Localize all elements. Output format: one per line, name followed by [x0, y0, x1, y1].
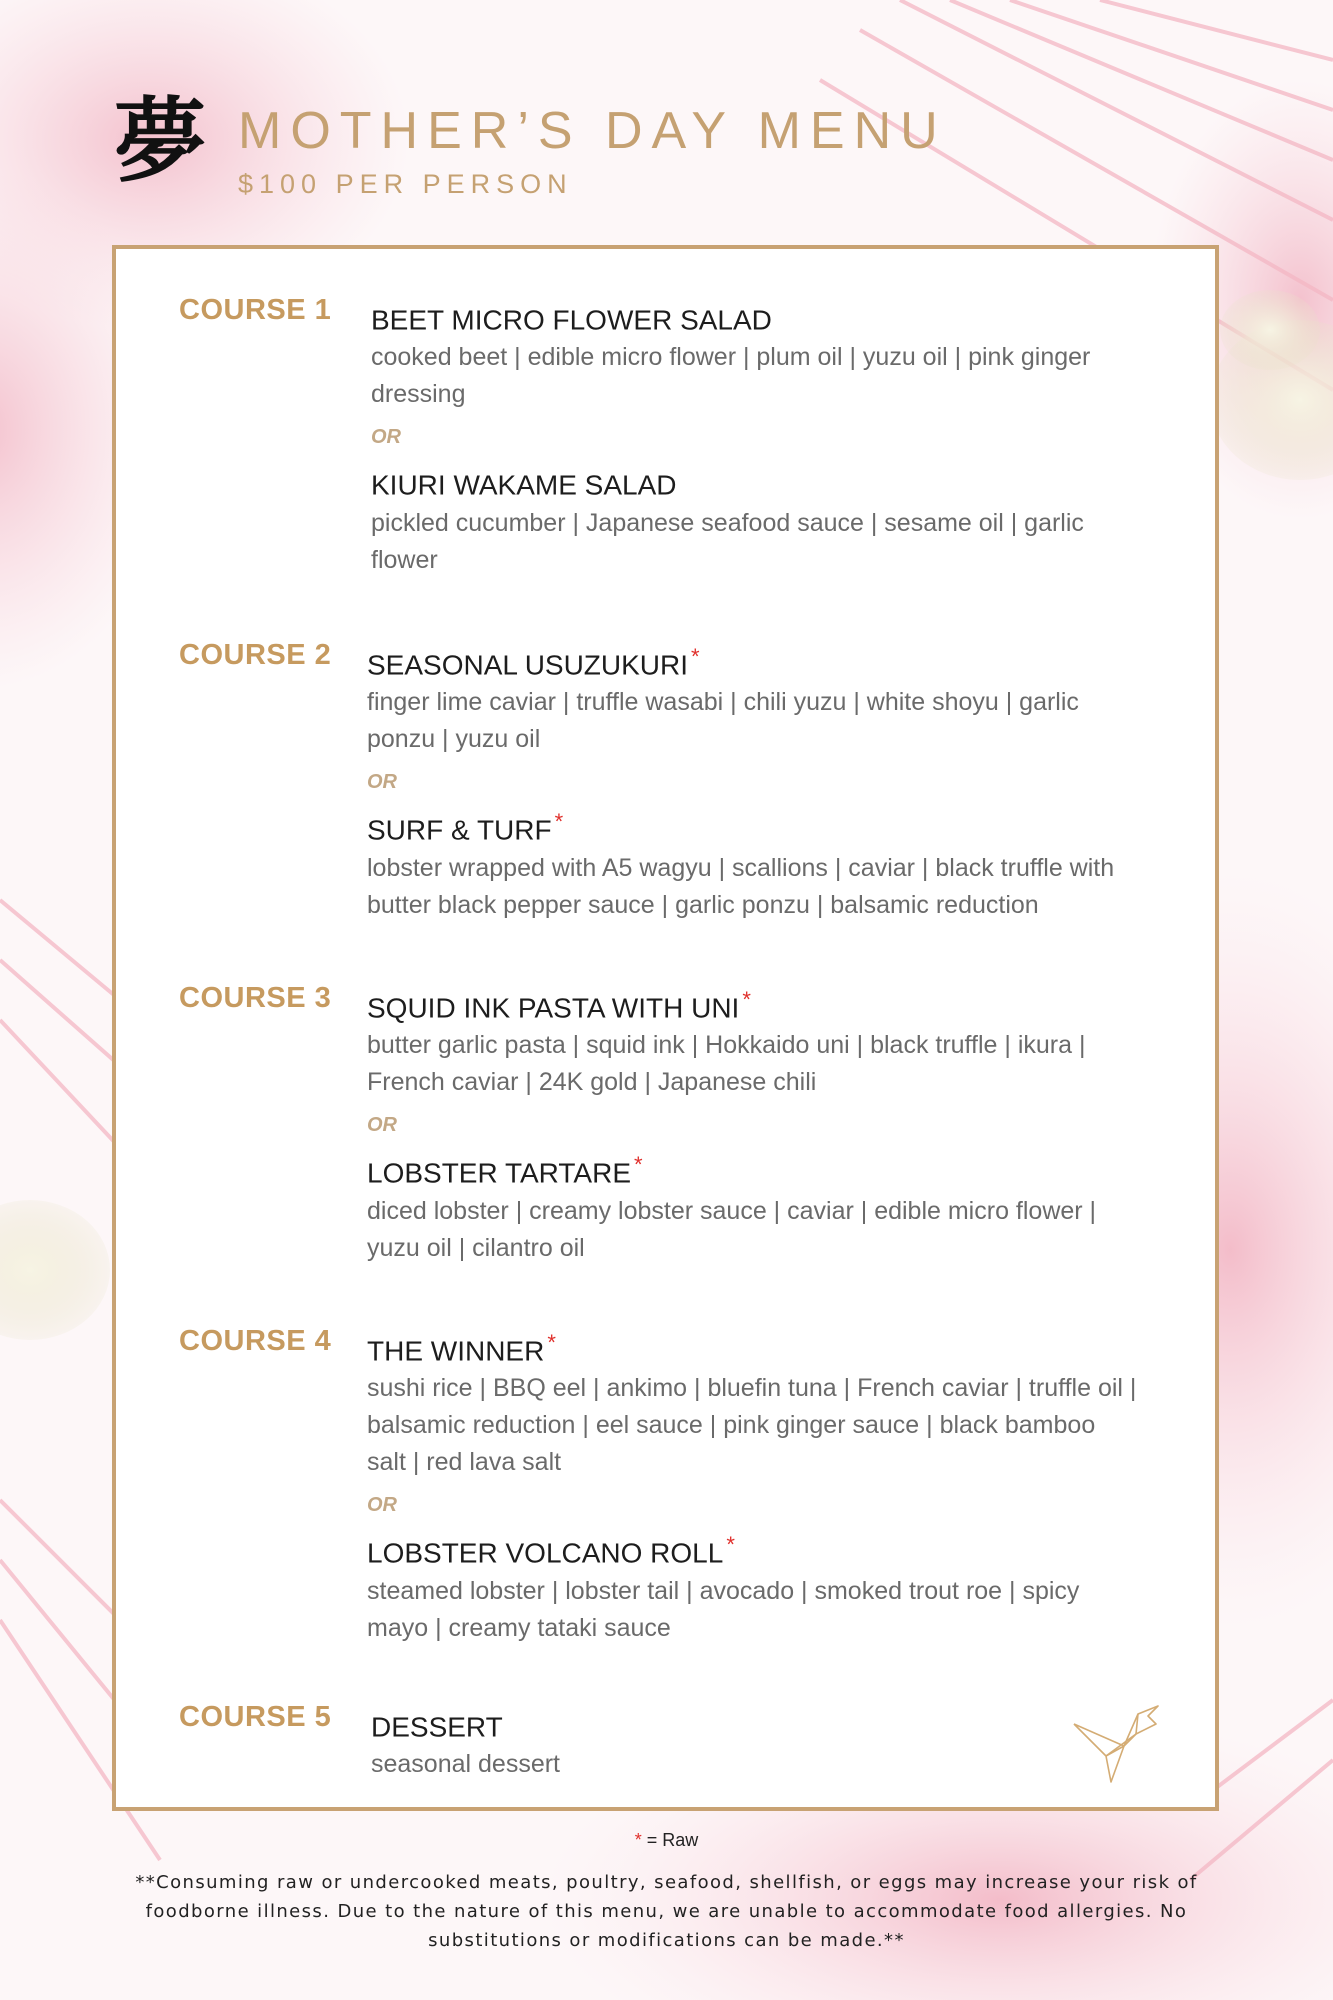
dish-name: SQUID INK PASTA WITH UNI *: [367, 987, 751, 1024]
allergy-disclaimer: **Consuming raw or undercooked meats, poultry, seafood, shellfish, or eggs may increase your risk of foodborne illness. Due to the nature of this menu, we are unable to accommodate food allergies. No substitutions or modifications can be made.**: [135, 1872, 1198, 1951]
dish-description: diced lobster | creamy lobster sauce | caviar | edible micro flower | yuzu oil | cilantro oil: [367, 1196, 1097, 1262]
dish-option-1: [371, 294, 1141, 413]
dish-name: BEET MICRO FLOWER SALAD: [371, 304, 772, 336]
dish-name: SURF & TURF *: [367, 809, 564, 846]
raw-marker: *: [554, 809, 564, 835]
dish-name: LOBSTER VOLCANO ROLL *: [367, 1532, 735, 1569]
dish-name: THE WINNER *: [367, 1330, 556, 1367]
course-label: COURSE 1: [179, 294, 332, 326]
dish-option-1: [367, 639, 1137, 758]
dish-description: finger lime caviar | truffle wasabi | chili yuzu | white shoyu | garlic ponzu | yuzu oil: [367, 688, 1079, 754]
dish-description: seasonal dessert: [371, 1750, 561, 1779]
dish-description: steamed lobster | lobster tail | avocado | smoked trout roe | spicy mayo | creamy tataki sauce: [367, 1576, 1080, 1642]
menu-header: [110, 87, 1110, 225]
raw-legend: [0, 1830, 1333, 1851]
or-divider: OR: [367, 1494, 397, 1517]
dish-option-2: [371, 459, 1141, 578]
origami-crane-icon: [1066, 1694, 1166, 1794]
menu-price: $100 PER PERSON: [238, 169, 573, 199]
raw-marker: *: [691, 644, 700, 669]
dish-description: sushi rice | BBQ eel | ankimo | bluefin tuna | French caviar | truffle oil | balsamic reduction | eel sauce | pink ginger sauce | black bamboo salt | red lava salt: [367, 1374, 1137, 1477]
dish-description: lobster wrapped with A5 wagyu | scallions | caviar | black truffle with butter black pepper sauce | garlic ponzu | balsamic reduction: [367, 853, 1115, 919]
dish-name: SEASONAL USUZUKURI *: [367, 644, 700, 681]
or-divider: OR: [367, 1114, 397, 1137]
raw-marker: *: [547, 1330, 556, 1355]
dish-option-2: [367, 1147, 1137, 1266]
or-divider: OR: [371, 426, 401, 449]
course-label: COURSE 2: [179, 639, 332, 671]
dish-description: cooked beet | edible micro flower | plum oil | yuzu oil | pink ginger dressing: [371, 343, 1091, 409]
dish-description: pickled cucumber | Japanese seafood sauce | sesame oil | garlic flower: [371, 508, 1084, 574]
or-divider: OR: [367, 771, 397, 794]
course-label: COURSE 4: [179, 1325, 332, 1357]
dish-name: LOBSTER TARTARE *: [367, 1152, 643, 1189]
dish-option-2: [367, 1527, 1137, 1646]
raw-marker: *: [742, 987, 751, 1012]
dish-option-1: [367, 982, 1137, 1101]
dish-name: DESSERT: [371, 1711, 503, 1743]
dish-option-2: [367, 804, 1137, 923]
dish-option-1: [367, 1325, 1137, 1481]
raw-legend-text: = Raw: [641, 1830, 699, 1850]
dish-name: KIURI WAKAME SALAD: [371, 469, 677, 501]
logo-kanji: 夢: [114, 87, 207, 195]
dish-description: butter garlic pasta | squid ink | Hokkaido uni | black truffle | ikura | French caviar | 24K gold | Japanese chili: [367, 1031, 1086, 1097]
menu-title: MOTHER’S DAY MENU: [238, 102, 947, 160]
raw-legend-star: *: [634, 1830, 642, 1850]
course-label: COURSE 3: [179, 982, 332, 1014]
course-label: COURSE 5: [179, 1701, 332, 1733]
menu-card: [112, 245, 1219, 1811]
raw-marker: *: [726, 1532, 735, 1558]
dish-option-1: [371, 1701, 1141, 1783]
raw-marker: *: [634, 1152, 643, 1178]
